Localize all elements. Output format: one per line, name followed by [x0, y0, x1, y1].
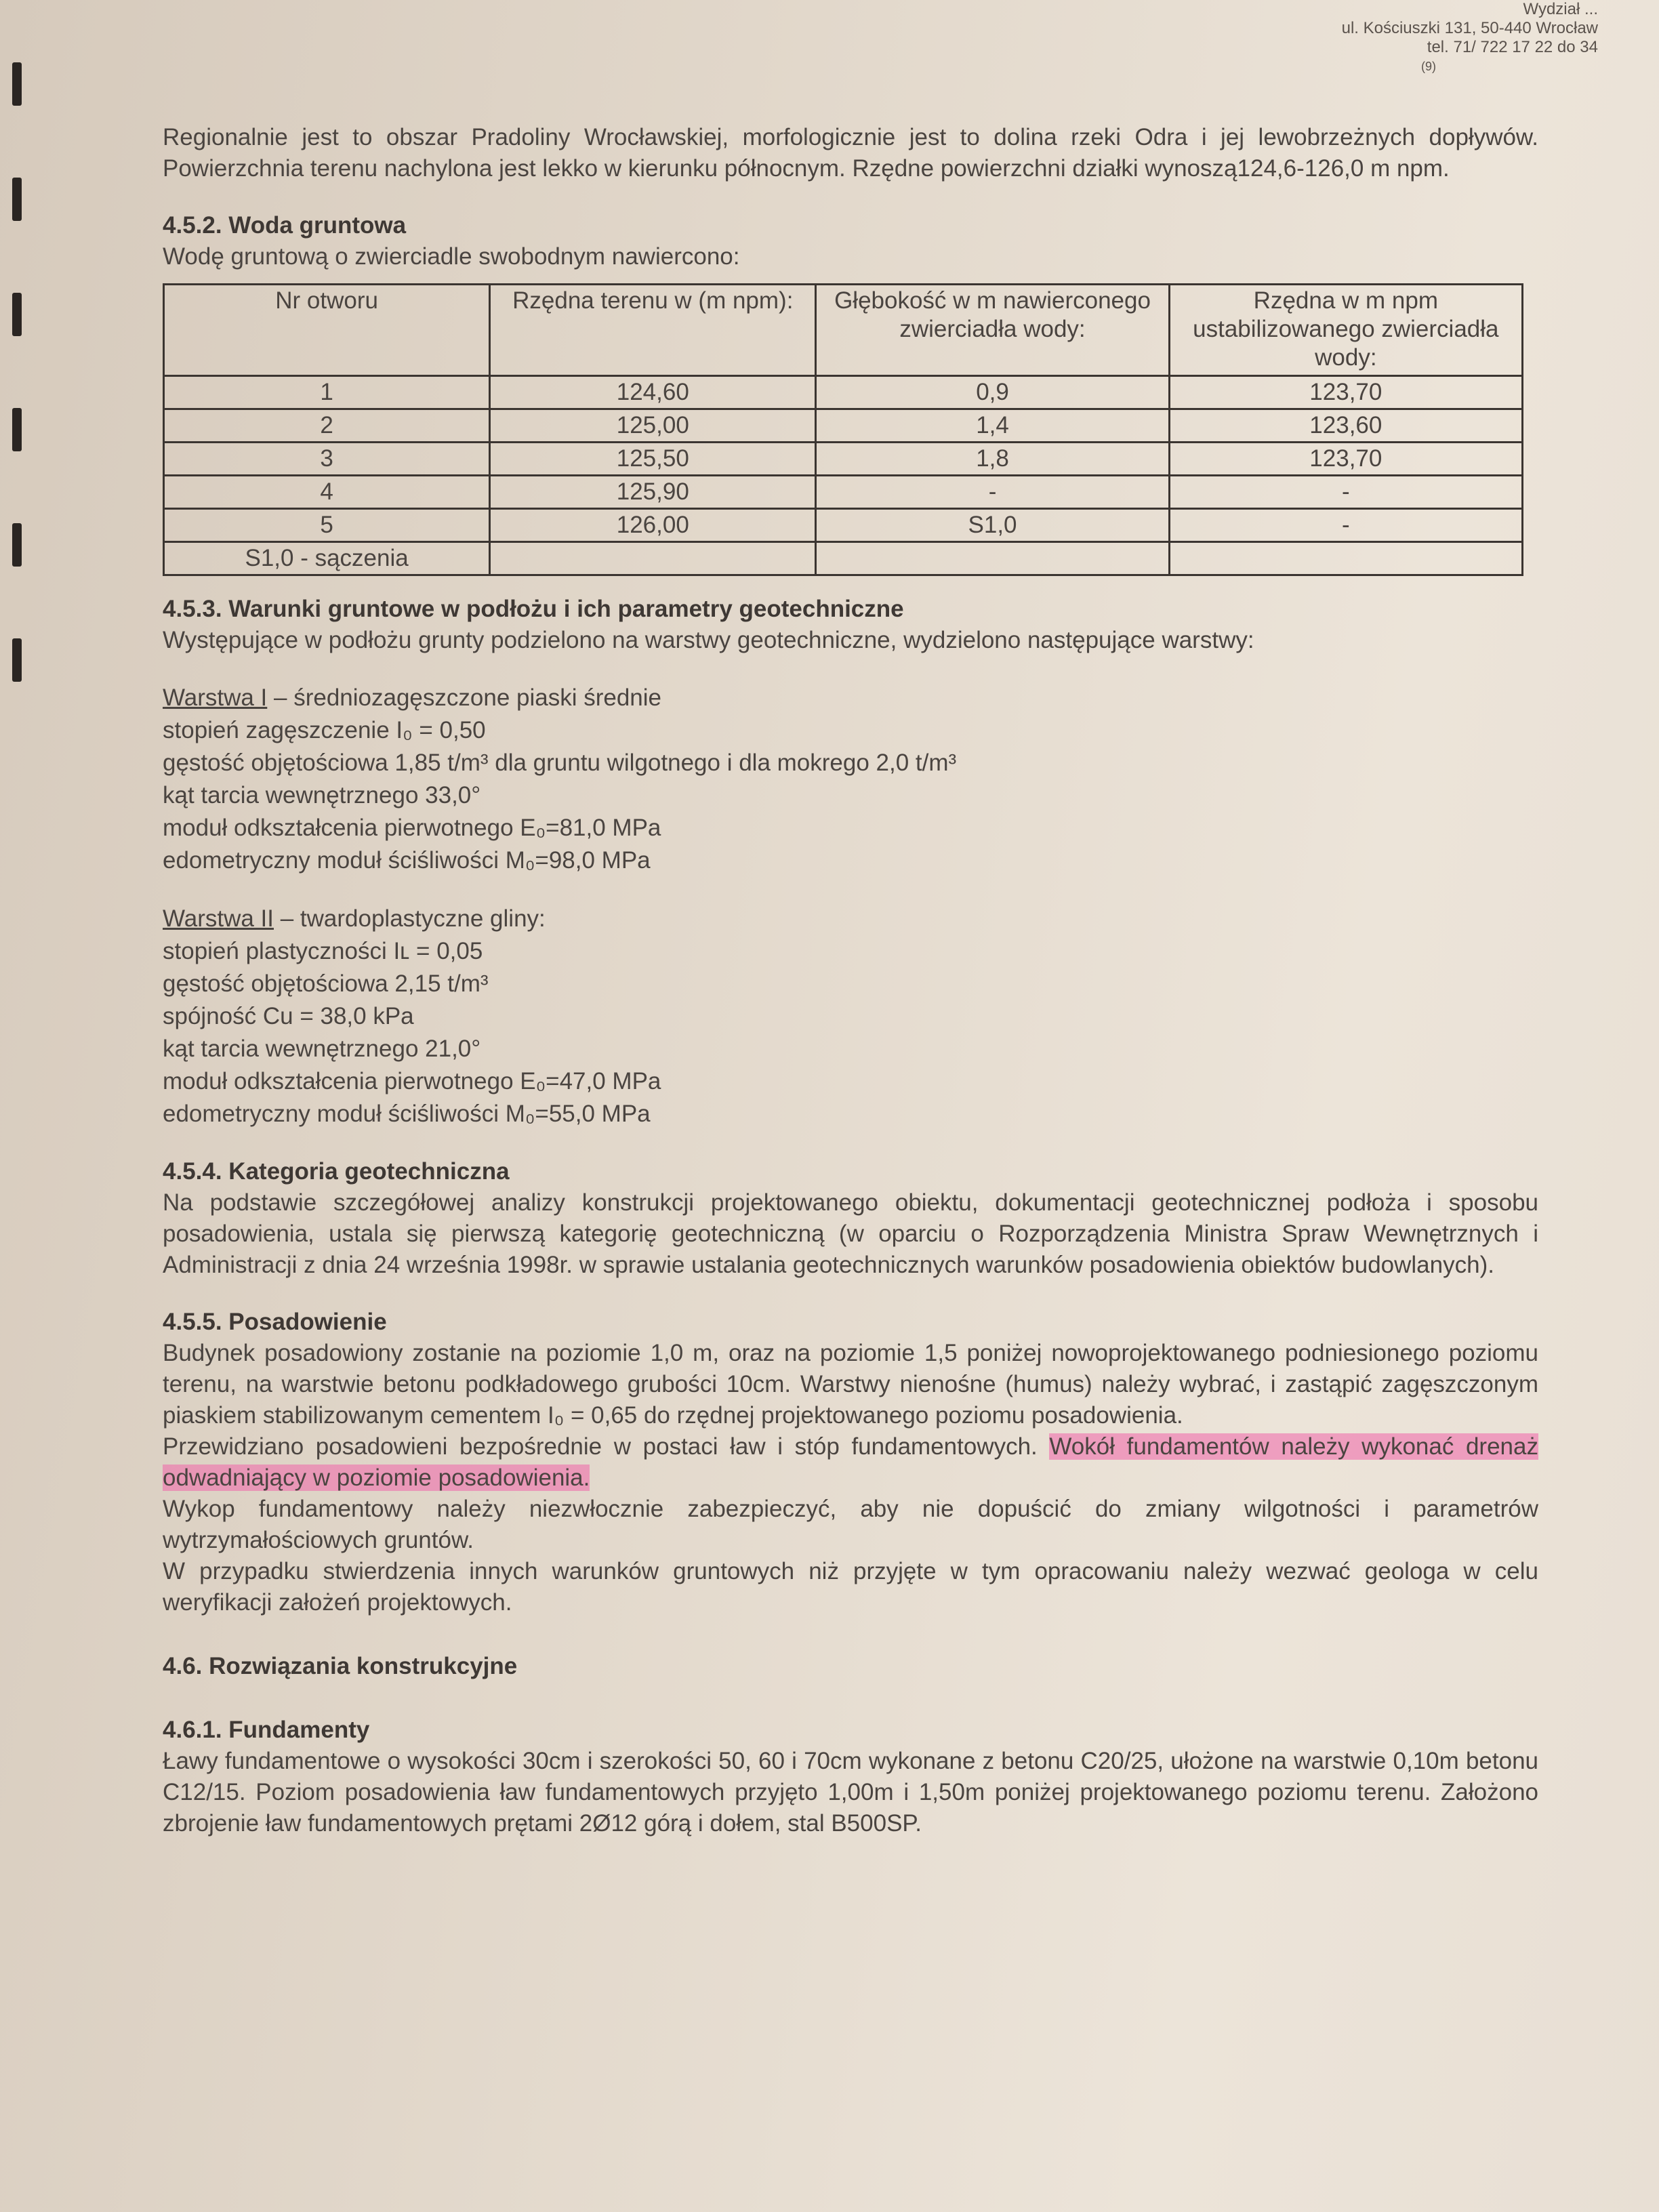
- table-cell: 125,00: [490, 409, 816, 443]
- foundation-paragraph-4: W przypadku stwierdzenia innych warunków gruntowych niż przyjęte w tym opracowaniu należy wezwać geologa w celu weryfikacji założeń projektowych.: [163, 1558, 1538, 1616]
- layer-2-param: gęstość objętościowa 2,15 t/m³: [163, 970, 489, 997]
- table-cell: 125,50: [490, 443, 816, 476]
- table-cell: 1: [164, 376, 490, 409]
- table-header: Rzędna terenu w (m npm):: [490, 285, 816, 376]
- table-row: [164, 542, 1523, 575]
- groundwater-table: [163, 283, 1523, 576]
- table-cell: 0,9: [816, 376, 1169, 409]
- section-heading-4-5-4: 4.5.4. Kategoria geotechniczna: [163, 1158, 510, 1185]
- layer-1-title: [163, 682, 1538, 714]
- layer-1-param: edometryczny moduł ściśliwości M₀=98,0 MPa: [163, 847, 651, 874]
- table-cell: 123,70: [1169, 376, 1522, 409]
- binder-hole-mark: [12, 293, 22, 336]
- highlighted-text: Wokół fundamentów należy wykonać drenaż odwadniający w poziomie posadowienia.: [163, 1433, 1538, 1491]
- table-row: [164, 509, 1523, 542]
- layer-1-param: kąt tarcia wewnętrznego 33,0°: [163, 782, 481, 808]
- table-cell: 125,90: [490, 476, 816, 509]
- geotechnical-category-text: Na podstawie szczegółowej analizy konstrukcji projektowanego obiektu, dokumentacji geotechnicznej podłoża i sposobu posadowienia, ustala się pierwszą kategorię geotechniczną (w oparciu o Rozporządzenia Ministra Spraw Wewnętrznych i Administracji z dnia 24 września 1998r. w sprawie ustalania geotechnicznych warunków posadowienia obiektów budowlanych).: [163, 1189, 1538, 1278]
- groundwater-text: Wodę gruntową o zwierciadle swobodnym nawiercono:: [163, 243, 740, 270]
- table-cell: 126,00: [490, 509, 816, 542]
- table-header: Nr otworu: [164, 285, 490, 376]
- header-line-2: ul. Kościuszki 131, 50-440 Wrocław: [1341, 19, 1598, 37]
- intro-paragraph: Regionalnie jest to obszar Pradoliny Wrocławskiej, morfologicznie jest to dolina rzeki Odra i jej lewobrzeżnych dopływów. Powierzchnia terenu nachylona jest lekko w kierunku północnym. Rzędne powierzchni działki wynoszą124,6-126,0 m npm.: [163, 124, 1538, 182]
- layer-1-param: stopień zagęszczenie I₀ = 0,50: [163, 717, 486, 743]
- layer-2-param: kąt tarcia wewnętrznego 21,0°: [163, 1036, 481, 1062]
- layer-1-param: gęstość objętościowa 1,85 t/m³ dla gruntu wilgotnego i dla mokrego 2,0 t/m³: [163, 750, 957, 776]
- header-page-number: (9): [1421, 60, 1436, 73]
- layer-1-name: Warstwa I: [163, 684, 268, 711]
- table-header: Rzędna w m npm ustabilizowanego zwierciadła wody:: [1169, 285, 1522, 376]
- table-cell: 5: [164, 509, 490, 542]
- header-line-1: Wydział ...: [1523, 0, 1598, 18]
- table-cell: 1,4: [816, 409, 1169, 443]
- foundation-paragraph-2-text: Przewidziano posadowieni bezpośrednie w postaci ław i stóp fundamentowych.: [163, 1433, 1050, 1460]
- table-cell: 3: [164, 443, 490, 476]
- table-cell: -: [1169, 509, 1522, 542]
- foundation-paragraph-1: Budynek posadowiony zostanie na poziomie 1,0 m, oraz na poziomie 1,5 poniżej nowoprojektowanego podniesionego poziomu terenu, na warstwie betonu podkładowego grubości 10cm. Warstwy nienośne (humus) należy wybrać, i zastąpić zagęszczonym piaskiem stabilizowanym cementem I₀ = 0,65 do rzędnej projektowanego poziomu posadowienia.: [163, 1340, 1538, 1429]
- table-cell: 124,60: [490, 376, 816, 409]
- document-body: [163, 122, 1538, 1839]
- section-heading-4-6: 4.6. Rozwiązania konstrukcyjne: [163, 1653, 518, 1679]
- table-cell: S1,0: [816, 509, 1169, 542]
- section-heading-4-6-1: 4.6.1. Fundamenty: [163, 1717, 370, 1743]
- foundations-text: Ławy fundamentowe o wysokości 30cm i szerokości 50, 60 i 70cm wykonane z betonu C20/25, ułożone na warstwie 0,10m betonu C12/15. Poziom posadowienia ław fundamentowych przyjęto 1,00m i 1,50m poniżej projektowanego poziomu terenu. Założono zbrojenie ław fundamentowych prętami 2Ø12 górą i dołem, stal B500SP.: [163, 1748, 1538, 1837]
- table-cell: -: [1169, 476, 1522, 509]
- layer-1-description: – średniozagęszczone piaski średnie: [267, 684, 662, 711]
- table-cell: S1,0 - sączenia: [164, 542, 490, 575]
- layer-2-param: moduł odkształcenia pierwotnego E₀=47,0 MPa: [163, 1068, 661, 1094]
- section-heading-4-5-5: 4.5.5. Posadowienie: [163, 1309, 387, 1335]
- table-cell: [816, 542, 1169, 575]
- foundation-paragraph-2: [163, 1431, 1538, 1494]
- table-row: [164, 409, 1523, 443]
- layer-2-param: edometryczny moduł ściśliwości M₀=55,0 MPa: [163, 1101, 651, 1127]
- table-cell: 4: [164, 476, 490, 509]
- layer-2-description: – twardoplastyczne gliny:: [274, 905, 546, 932]
- table-cell: 2: [164, 409, 490, 443]
- soil-conditions-text: Występujące w podłożu grunty podzielono na warstwy geotechniczne, wydzielono następujące warstwy:: [163, 627, 1254, 653]
- table-row: [164, 376, 1523, 409]
- binder-hole-mark: [12, 178, 22, 221]
- table-cell: [490, 542, 816, 575]
- table-cell: 123,70: [1169, 443, 1522, 476]
- layer-1-param: moduł odkształcenia pierwotnego E₀=81,0 MPa: [163, 815, 661, 841]
- table-row: [164, 443, 1523, 476]
- layer-2-param: spójność Cu = 38,0 kPa: [163, 1003, 414, 1029]
- table-header: Głębokość w m nawierconego zwierciadła wody:: [816, 285, 1169, 376]
- table-row: [164, 476, 1523, 509]
- table-cell: -: [816, 476, 1169, 509]
- table-cell: [1169, 542, 1522, 575]
- page-header-address: [1164, 0, 1598, 76]
- foundation-paragraph-3: Wykop fundamentowy należy niezwłocznie zabezpieczyć, aby nie dopuścić do zmiany wilgotności i parametrów wytrzymałościowych gruntów.: [163, 1496, 1538, 1553]
- binder-hole-mark: [12, 638, 22, 682]
- table-cell: 123,60: [1169, 409, 1522, 443]
- table-cell: 1,8: [816, 443, 1169, 476]
- section-heading-4-5-3: 4.5.3. Warunki gruntowe w podłożu i ich parametry geotechniczne: [163, 596, 904, 622]
- header-line-3: tel. 71/ 722 17 22 do 34: [1427, 38, 1598, 56]
- layer-2-param: stopień plastyczności Iʟ = 0,05: [163, 938, 483, 964]
- layer-2-title: [163, 903, 1538, 935]
- binder-hole-mark: [12, 523, 22, 567]
- binder-hole-mark: [12, 62, 22, 106]
- section-heading-4-5-2: 4.5.2. Woda gruntowa: [163, 212, 407, 239]
- layer-2-name: Warstwa II: [163, 905, 274, 932]
- binder-hole-mark: [12, 408, 22, 451]
